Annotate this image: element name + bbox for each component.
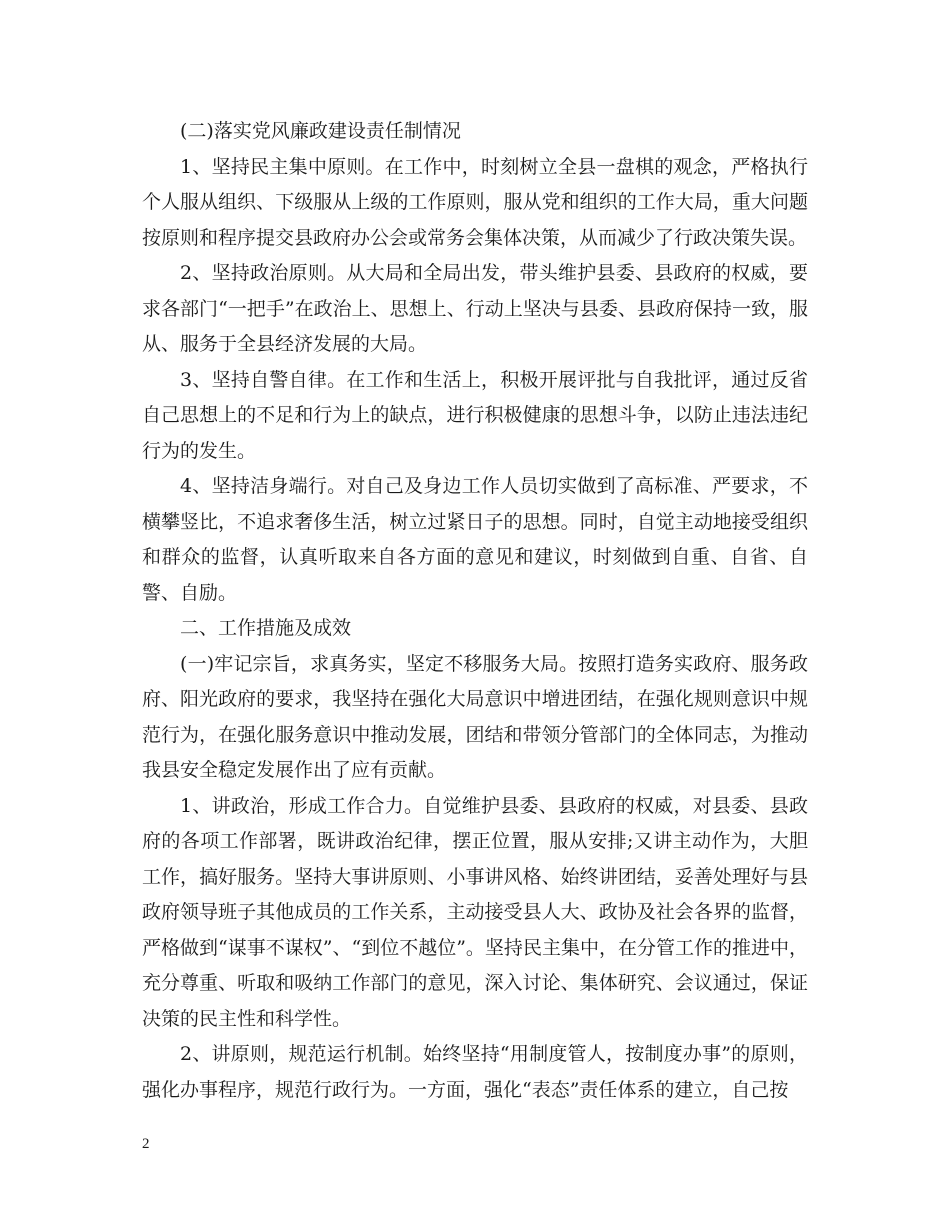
paragraph: 1、坚持民主集中原则。在工作中，时刻树立全县一盘棋的观念，严格执行个人服从组织、下级服从上级的工作原则，服从党和组织的工作大局，重大问题按原则和程序提交县政府办公会或常务会集体决策，从而减少了行政决策失误。 [142, 155, 808, 249]
paragraph: 2、坚持政治原则。从大局和全局出发，带头维护县委、县政府的权威，要求各部门“一把手”在政治上、思想上、行动上坚决与县委、县政府保持一致，服从、服务于全县经济发展的大局。 [142, 262, 808, 355]
paragraph: (一)牢记宗旨，求真务实，坚定不移服务大局。按照打造务实政府、服务政府、阳光政府的要求，我坚持在强化大局意识中增进团结，在强化规则意识中规范行为，在强化服务意识中推动发展，团结和带领分管部门的全体同志，为推动我县安全稳定发展作出了应有贡献。 [142, 652, 808, 781]
paragraph: 2、讲原则，规范运行机制。始终坚持“用制度管人，按制度办事”的原则，强化办事程序，规范行政行为。一方面，强化“表态”责任体系的建立，自己按 [142, 1043, 808, 1101]
paragraph: 3、坚持自警自律。在工作和生活上，积极开展评批与自我批评，通过反省自己思想上的不足和行为上的缺点，进行积极健康的思想斗争，以防止违法违纪行为的发生。 [142, 368, 808, 462]
paragraph: 4、坚持洁身端行。对自己及身边工作人员切实做到了高标准、严要求，不横攀竖比，不追求奢侈生活，树立过紧日子的思想。同时，自觉主动地接受组织和群众的监督，认真听取来自各方面的意见和建议，时刻做到自重、自省、自警、自励。 [142, 475, 808, 604]
paragraph: 1、讲政治，形成工作合力。自觉维护县委、县政府的权威，对县委、县政府的各项工作部署，既讲政治纪律，摆正位置，服从安排;又讲主动作为，大胆工作，搞好服务。坚持大事讲原则、小事讲风格、始终讲团结，妥善处理好与县政府领导班子其他成员的工作关系，主动接受县人大、政协及社会各界的监督，严格做到“谋事不谋权”、“到位不越位”。坚持民主集中，在分管工作的推进中，充分尊重、听取和吸纳工作部门的意见，深入讨论、集体研究、会议通过，保证决策的民主性和科学性。 [142, 794, 808, 1030]
page-number: 2 [142, 1136, 150, 1152]
document-body [142, 114, 808, 1108]
section-heading: (二)落实党风廉政建设责任制情况 [180, 120, 461, 142]
section-heading: 二、工作措施及成效 [180, 617, 352, 639]
